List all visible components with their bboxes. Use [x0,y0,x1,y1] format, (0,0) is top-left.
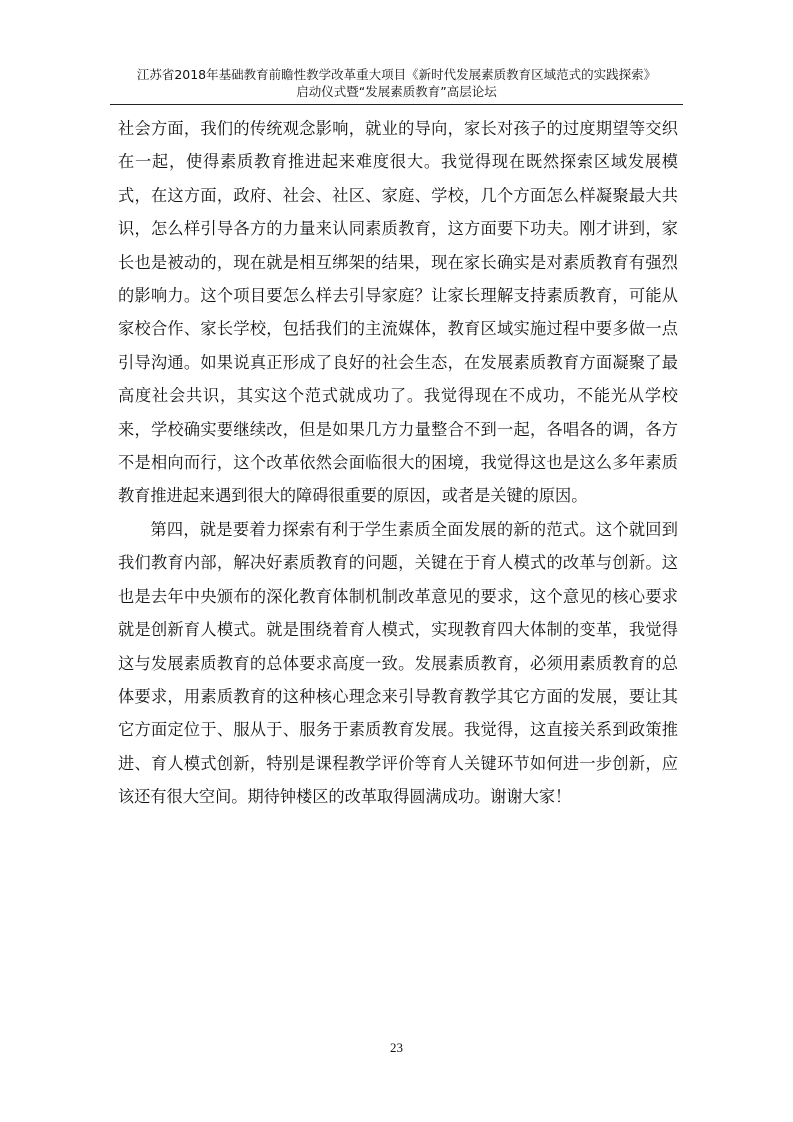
header-divider [110,104,683,105]
running-header [110,66,683,100]
document-body [118,112,678,814]
page-number: 23 [390,1040,403,1055]
paragraph-continued: 社会方面，我们的传统观念影响，就业的导向，家长对孩子的过度期望等交织在一起，使得素质教育推进起来难度很大。我觉得现在既然探索区域发展模式，在这方面，政府、社会、社区、家庭、学校，几个方面怎么样凝聚最大共识，怎么样引导各方的力量来认同素质教育，这方面要下功夫。刚才讲到，家长也是被动的，现在就是相互绑架的结果，现在家长确实是对素质教育有强烈的影响力。这个项目要怎么样去引导家庭？让家长理解支持素质教育，可能从家校合作、家长学校，包括我们的主流媒体，教育区域实施过程中要多做一点引导沟通。如果说真正形成了良好的社会生态，在发展素质教育方面凝聚了最高度社会共识，其实这个范式就成功了。我觉得现在不成功，不能光从学校来，学校确实要继续改，但是如果几方力量整合不到一起，各唱各的调，各方不是相向而行，这个改革依然会面临很大的困境，我觉得这也是这么多年素质教育推进起来遇到很大的障碍很重要的原因，或者是关键的原因。 [118,119,678,506]
header-line-2: 启动仪式暨“发展素质教育”高层论坛 [296,84,497,99]
paragraph-point-four: 第四，就是要着力探索有利于学生素质全面发展的新的范式。这个就回到我们教育内部，解决好素质教育的问题，关键在于育人模式的改革与创新。这也是去年中央颁布的深化教育体制机制改革意见的要求，这个意见的核心要求就是创新育人模式。就是围绕着育人模式，实现教育四大体制的变革，我觉得这与发展素质教育的总体要求高度一致。发展素质教育，必须用素质教育的总体要求，用素质教育的这种核心理念来引导教育教学其它方面的发展，要让其它方面定位于、服从于、服务于素质教育发展。我觉得，这直接关系到政策推进、育人模式创新，特别是课程教学评价等育人关键环节如何进一步创新，应该还有很大空间。期待钟楼区的改革取得圆满成功。谢谢大家！ [118,519,678,807]
header-line-1: 江苏省2018年基础教育前瞻性教学改革重大项目《新时代发展素质教育区域范式的实践探索》 [136,67,657,82]
